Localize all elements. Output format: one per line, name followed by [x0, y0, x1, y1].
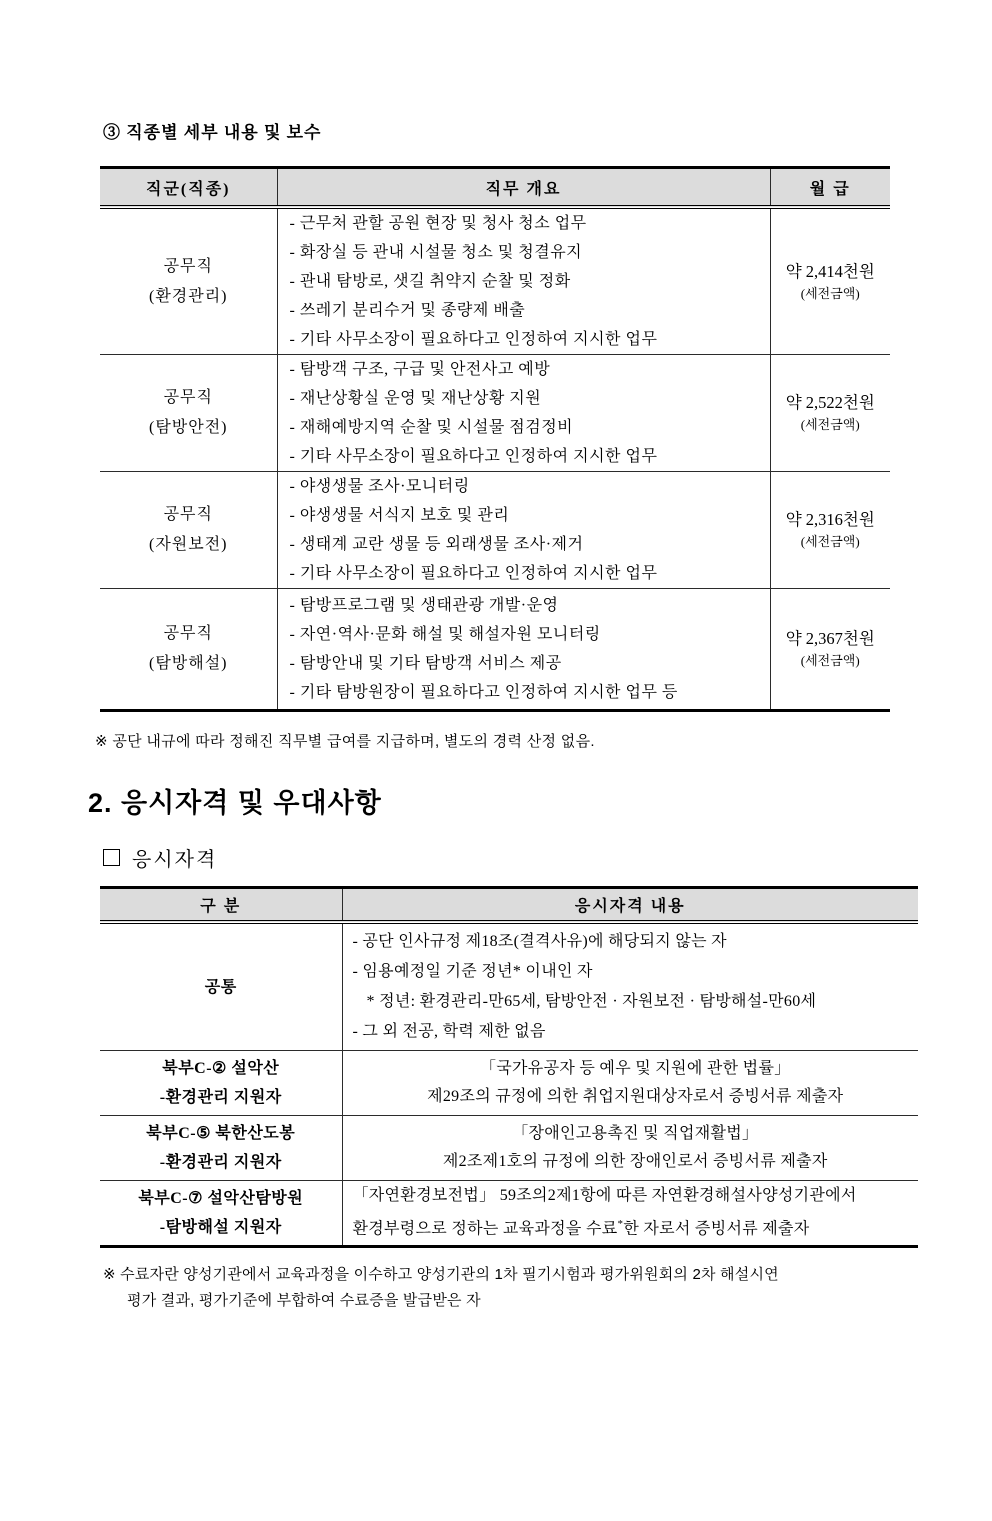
eligibility-content-cell: 「국가유공자 등 예우 및 지원에 관한 법률」 제29조의 규정에 의한 취업지원대상자로서 증빙서류 제출자: [342, 1051, 918, 1116]
eligibility-subheading-label: 응시자격: [132, 849, 218, 871]
col-header-category: 구 분: [100, 888, 342, 923]
category-cell: 북부C-⑦ 설악산탐방원 -탐방해설 지원자: [100, 1181, 342, 1247]
duties-cell: - 야생생물 조사·모니터링 - 야생생물 서식지 보호 및 관리 - 생태계 교란 생물 등 외래생물 조사·제거 - 기타 사무소장이 필요하다고 인정하여 지시한 업무: [277, 472, 770, 589]
job-group-cell: 공무직 (탐방해설): [100, 589, 277, 711]
table-row-disability: [100, 1116, 918, 1181]
category-cell: 북부C-② 설악산 -환경관리 지원자: [100, 1051, 342, 1116]
table-row: [100, 207, 890, 355]
col-header-job-overview: 직무 개요: [277, 168, 770, 208]
category-cell: 북부C-⑤ 북한산도봉 -환경관리 지원자: [100, 1116, 342, 1181]
table-row-veteran: [100, 1051, 918, 1116]
completion-note: ※ 수료자란 양성기관에서 교육과정을 이수하고 양성기관의 1차 필기시험과 평가위원회의 2차 해설시연 평가 결과, 평가기준에 부합하여 수료증을 발급받은 자: [103, 1266, 779, 1309]
eligibility-subheading: [103, 843, 992, 872]
eligibility-content-cell: 「장애인고용촉진 및 직업재활법」 제2조제1호의 규정에 의한 장애인로서 증빙서류 제출자: [342, 1116, 918, 1181]
section2-heading: 2. 응시자격 및 우대사항: [88, 788, 382, 818]
salary-cell: 약 2,367천원 (세전금액): [770, 589, 890, 711]
job-group-cell: 공무직 (환경관리): [149, 257, 228, 305]
table-row: [100, 355, 890, 472]
footnote-asterisk: *: [617, 1218, 624, 1231]
table-row: [100, 589, 890, 711]
job-group-cell: 공무직 (탐방안전): [100, 355, 277, 472]
job-group-cell: 공무직 (자원보전): [100, 472, 277, 589]
table-row-common: [100, 922, 918, 1051]
eligibility-table: [100, 886, 918, 1248]
table-row: [100, 472, 890, 589]
col-header-job-group: 직군(직종): [100, 168, 277, 208]
salary-cell: 약 2,522천원 (세전금액): [770, 355, 890, 472]
table-header-row: [100, 888, 918, 923]
section3-heading: ③ 직종별 세부 내용 및 보수: [103, 123, 322, 142]
col-header-monthly-pay: 월 급: [770, 168, 890, 208]
eligibility-content-cell: - 공단 인사규정 제18조(결격사유)에 해당되지 않는 자 - 임용예정일 기준 정년* 이내인 자 * 정년: 환경관리-만65세, 탐방안전 · 자원보전 · 탐방해설-만60세 - 그 외 전공, 학력 제한 없음: [342, 922, 918, 1051]
duties-cell: - 탐방프로그램 및 생태관광 개발·운영 - 자연·역사·문화 해설 및 해설자원 모니터링 - 탐방안내 및 기타 탐방객 서비스 제공 - 기타 탐방원장이 필요하다고 인정하여 지시한 업무 등: [277, 589, 770, 711]
job-detail-table: [100, 166, 890, 712]
table-row-interpreter: [100, 1181, 918, 1247]
square-bullet-icon: [103, 849, 120, 866]
eligibility-content-cell: 「자연환경보전법」 59조의2제1항에 따른 자연환경해설사양성기관에서 환경부령으로 정하는 교육과정을 수료*한 자로서 증빙서류 제출자: [342, 1181, 918, 1247]
category-cell: 공통: [204, 978, 237, 996]
table-header-row: [100, 168, 890, 208]
col-header-eligibility: 응시자격 내용: [342, 888, 918, 923]
salary-cell: 약 2,414천원 (세전금액): [770, 207, 890, 355]
salary-cell: 약 2,316천원 (세전금액): [770, 472, 890, 589]
duties-cell: - 근무처 관할 공원 현장 및 청사 청소 업무 - 화장실 등 관내 시설물 청소 및 청결유지 - 관내 탐방로, 샛길 취약지 순찰 및 정화 - 쓰레기 분리수거 및 종량제 배출 - 기타 사무소장이 필요하다고 인정하여 지시한 업무: [277, 207, 770, 355]
pay-note: ※ 공단 내규에 따라 정해진 직무별 급여를 지급하며, 별도의 경력 산정 없음.: [95, 733, 595, 750]
duties-cell: - 탐방객 구조, 구급 및 안전사고 예방 - 재난상황실 운영 및 재난상황 지원 - 재해예방지역 순찰 및 시설물 점검정비 - 기타 사무소장이 필요하다고 인정하여 지시한 업무: [277, 355, 770, 472]
